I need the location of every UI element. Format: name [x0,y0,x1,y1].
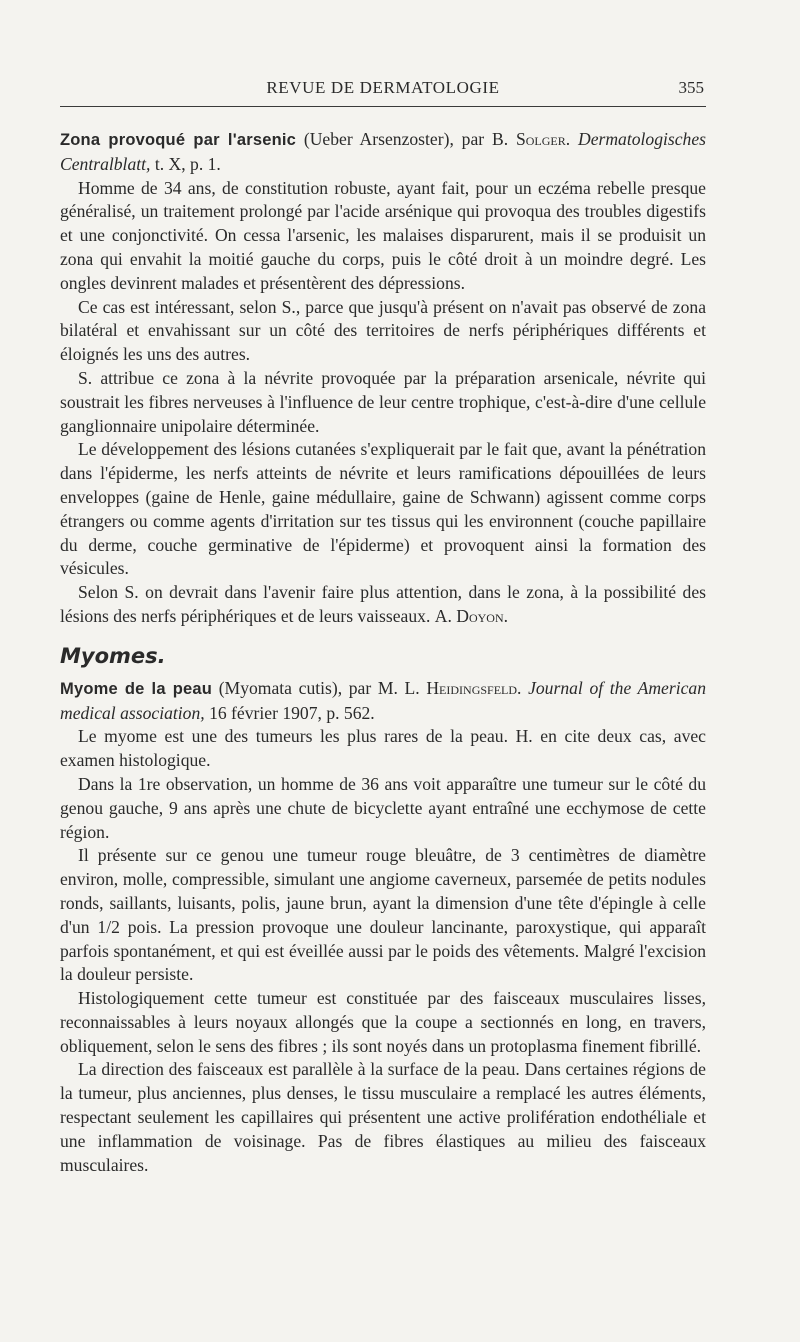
paragraph: La direction des faisceaux est parallèle à la surface de la peau. Dans certaines régions de la tumeur, plus anciennes, plus denses, le tissu musculaire a remplacé les autres éléments, respectant seulement les capillaires qui présentent une active prolifération endothéliale et une inflammation de voisinage. Pas de fibres élastiques au milieu des faisceaux musculaires. [60,1059,706,1175]
article-original-title: (Myomata cutis), par M. L. [218,677,420,698]
article-reference: 16 février 1907, p. 562. [209,702,375,723]
article-author: B. Solger. [491,129,571,149]
paragraph-with-signature [60,581,706,629]
paragraph: S. attribue ce zona à la névrite provoquée par la préparation arsenicale, névrite qui soustrait les fibres nerveuses à l'influence de leur centre trophique, c'est-à-dire d'une cellule ganglionnaire unipolaire déterminée. [60,367,706,436]
article-heading [60,677,706,726]
paragraph: Dans la 1re observation, un homme de 36 ans voit apparaître une tumeur sur le côté du genou gauche, 9 ans après une chute de bicyclette ayant entraîné une ecchymose de cette région. [60,773,706,842]
paragraph: Il présente sur ce genou une tumeur rouge bleuâtre, de 3 centimètres de diamètre environ, molle, compressible, simulant une angiome caverneux, parsemée de petits nodules ronds, saillants, luisants, polis, jaune brun, ayant la dimension d'une tête d'épingle à celle d'un 1/2 pois. La pression provoque une douleur lancinante, paroxystique, qui apparaît parfois spontanément, et qui est éveillée aussi par le poids des vêtements. Malgré l'excision la douleur persiste. [60,845,706,985]
article-title: Zona provoqué par l'arsenic [60,131,297,149]
text-body [60,128,706,1177]
article-author: Heidingsfeld. [426,677,522,698]
paragraph: Ce cas est intéressant, selon S., parce que jusqu'à présent on n'avait pas observé de zona bilatéral et envahissant sur un côté des territoires de nerfs périphériques différents et éloignés les uns des autres. [60,296,706,365]
article-heading [60,128,706,177]
running-header [60,70,706,107]
page-number: 355 [678,78,704,97]
signature: A. Doyon. [434,605,509,626]
paragraph: Homme de 34 ans, de constitution robuste, ayant fait, pour un eczéma rebelle presque généralisé, un traitement prolongé par l'acide arsénique qui provoqua des troubles digestifs et une conjonctivité. On cessa l'arsenic, les malaises disparurent, mais il se produisit un zona qui envahit la moitié gauche du corps, puis le côté droit à un moindre degré. Les ongles devinrent malades et présentèrent des dépressions. [60,177,706,293]
article-reference: t. X, p. 1. [154,153,221,174]
paragraph: Le développement des lésions cutanées s'expliquerait par le fait que, avant la pénétration dans l'épiderme, les nerfs atteints de névrite et leurs ramifications dépouillées de leurs enveloppes (gaine de Henle, gaine médullaire, gaine de Schwann) agissent comme corps étrangers ou comme agents d'irritation sur tes tissus qui les environnent (couche papillaire du derme, couche germinative de l'épiderme) et provoquent ainsi la formation des vésicules. [60,439,706,579]
article-journal: Journal of the American medical association, [60,677,706,723]
article-title: Myome de la peau [60,679,213,698]
article-original-title: (Ueber Arsenzoster), par [303,129,485,149]
paragraph: Selon S. on devrait dans l'avenir faire plus attention, dans le zona, à la possibilité des lésions des nerfs périphériques et de leurs vaisseaux. [60,582,706,626]
paragraph: Histologiquement cette tumeur est constituée par des faisceaux musculaires lisses, reconnaissables à leurs noyaux allongés que la coupe a sectionnés en long, en travers, obliquement, selon le sens des fibres ; ils sont noyés dans un protoplasma finement fibrillé. [60,988,706,1056]
running-title: REVUE DE DERMATOLOGIE [266,78,500,97]
article-journal: Dermatologisches Centralblatt, [60,129,707,174]
paragraph: Le myome est une des tumeurs les plus rares de la peau. H. en cite deux cas, avec examen histologique. [60,726,706,771]
section-heading: Myomes. [60,643,166,668]
